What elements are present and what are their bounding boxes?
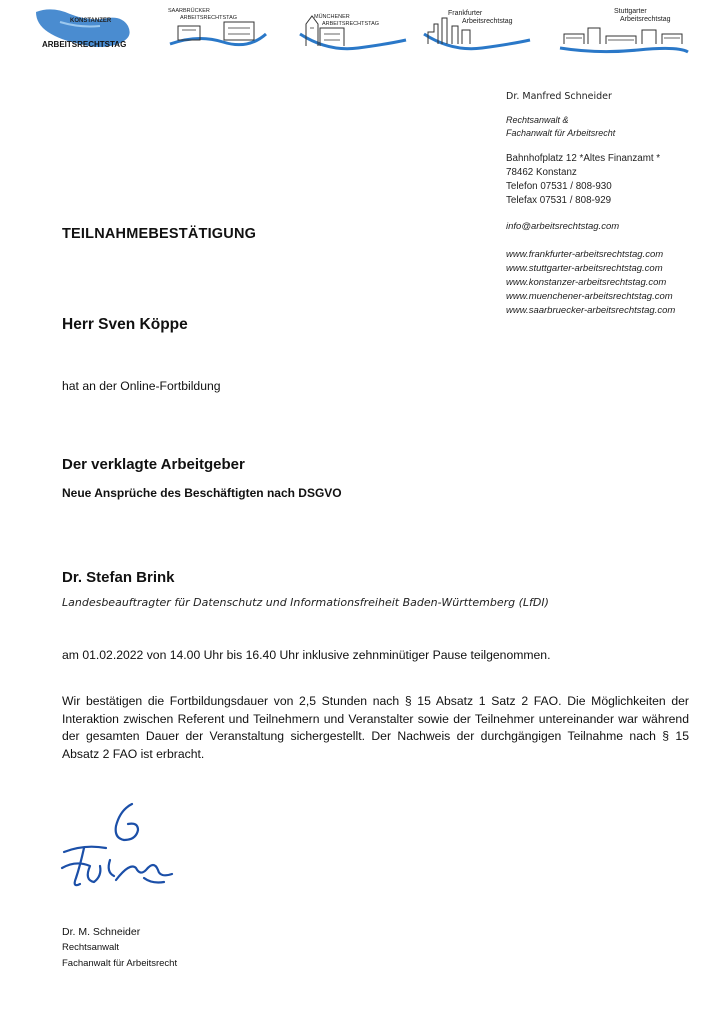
intro-text: hat an der Online-Fortbildung <box>62 379 221 393</box>
recipient-name: Herr Sven Köppe <box>62 316 188 333</box>
course-title: Der verklagte Arbeitgeber <box>62 456 245 473</box>
website-link[interactable]: www.konstanzer-arbeitsrechtstag.com <box>506 277 667 288</box>
logo-stuttgarter <box>558 4 690 54</box>
logo-line1: Stuttgarter <box>614 8 647 15</box>
sender-name: Dr. Manfred Schneider <box>506 91 612 102</box>
logo-strip <box>0 0 724 60</box>
logo-konstanzer <box>30 4 160 54</box>
logo-line1: Frankfurter <box>448 10 483 17</box>
sender-websites <box>506 248 716 318</box>
logo-line1: SAARBRÜCKER <box>168 8 210 14</box>
closing-title-2: Fachanwalt für Arbeitsrecht <box>62 958 178 969</box>
speaker-name: Dr. Stefan Brink <box>62 569 175 586</box>
logo-muenchener <box>298 4 408 54</box>
website-link[interactable]: www.frankfurter-arbeitsrechtstag.com <box>506 249 664 260</box>
sender-phone: Telefon 07531 / 808-930 <box>506 181 612 192</box>
logo-line1: MÜNCHENER <box>314 14 350 20</box>
website-link[interactable]: www.stuttgarter-arbeitsrechtstag.com <box>506 263 663 274</box>
logo-frankfurter <box>422 4 532 54</box>
sender-email[interactable]: info@arbeitsrechtstag.com <box>506 221 620 232</box>
logo-line2: ARBEITSRECHTSTAG <box>180 15 238 21</box>
logo-line1: KONSTANZER <box>70 18 112 24</box>
logo-line2: ARBEITSRECHTSTAG <box>322 21 380 27</box>
closing-name: Dr. M. Schneider <box>62 926 141 938</box>
document-title: TEILNAHMEBESTÄTIGUNG <box>62 226 257 242</box>
website-link[interactable]: www.muenchener-arbeitsrechtstag.com <box>506 291 673 302</box>
logo-saarbruecker <box>168 4 268 54</box>
logo-line2: Arbeitsrechtstag <box>462 18 513 25</box>
sender-street: Bahnhofplatz 12 *Altes Finanzamt * <box>506 153 661 164</box>
speaker-role: Landesbeauftragter für Datenschutz und Informationsfreiheit Baden-Württemberg (LfDI) <box>62 596 549 609</box>
closing-block <box>62 924 177 972</box>
city-icon <box>298 4 408 54</box>
sender-role-2: Fachanwalt für Arbeitsrecht <box>506 128 616 138</box>
logo-line2: ARBEITSRECHTSTAG <box>42 40 127 49</box>
signature-icon <box>54 796 184 906</box>
sender-city: 78462 Konstanz <box>506 167 577 178</box>
sender-role-1: Rechtsanwalt & <box>506 115 569 125</box>
closing-title-1: Rechtsanwalt <box>62 942 120 953</box>
course-subtitle: Neue Ansprüche des Beschäftigten nach DSGVO <box>62 486 342 500</box>
sender-block <box>506 90 716 318</box>
sender-fax: Telefax 07531 / 808-929 <box>506 195 612 206</box>
sender-address <box>506 152 716 208</box>
datetime-line: am 01.02.2022 von 14.00 Uhr bis 16.40 Uhr inklusive zehnminütiger Pause teilgenommen. <box>62 648 551 662</box>
website-link[interactable]: www.saarbruecker-arbeitsrechtstag.com <box>506 305 676 316</box>
logo-line2: Arbeitsrechtstag <box>620 16 671 23</box>
confirmation-paragraph: Wir bestätigen die Fortbildungsdauer von 2,5 Stunden nach § 15 Absatz 1 Satz 2 FAO. Die Möglichkeiten der Interaktion zwischen Referent und Teilnehmern und Veranstalter sowie der Teilnehmer untereinander war während der gesamten Dauer der Veranstaltung sichergestellt. Der Nachweis der durchgängigen Teilnahme nach § 15 Absatz 2 FAO ist erbracht. <box>62 694 689 761</box>
